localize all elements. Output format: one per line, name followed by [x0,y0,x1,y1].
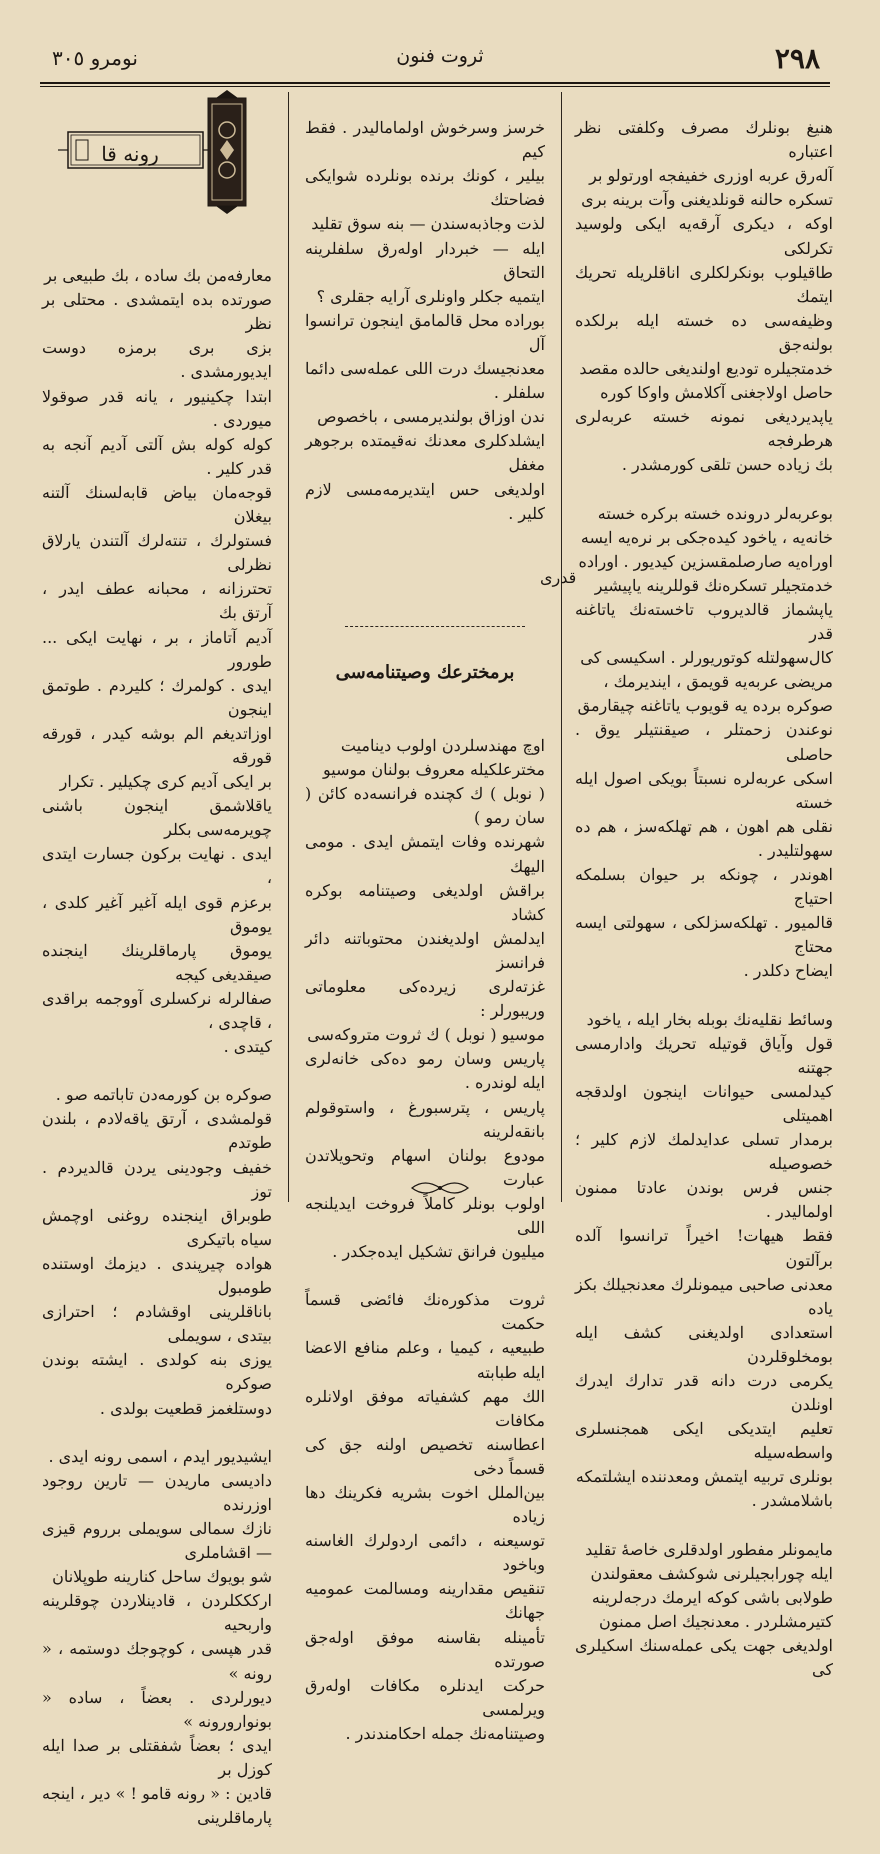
left-column [42,240,272,1854]
column-divider-right [561,92,562,1202]
tailpiece-ornament-icon [410,1178,470,1198]
paragraph: صوكره بن كورمه‌دن تاباتمه صو . قولمشدی ، آرتق یاقه‌لادم ، بلندن طوتدم خفیف وجودینی یردن قالدیردم . توز طوبراق اینجنده روغنی اوچمش سیاه باتیكری هواده چیرپندی . دیزمك اوستنده طومبول باناقلرینی اوقشادم ؛ احترازی بیتدی ، سویملی یوزی بنه كولدی . ایشته بوندن صوكره دوستلغمز قطعیت بولدی . [42,1085,272,1418]
article-title: برمخترعك وصیتنامه‌سی [335,662,515,683]
paragraph: اوچ مهندسلردن اولوب دینامیت مخترعلكیله معروف بولنان موسیو ( نوبل ) ك كچنده فرانسه‌ده كائن ( سان رمو ) شهرنده وفات ایتمش ایدی . مومی الیهك براقش اولدیغی وصیتنامه بوكره كشاد ایدلمش اولدیغندن محتوباتنه دائر فرانسز غزته‌لری زیرده‌كی معلوماتی وریبورلر : موسیو ( نوبل ) ك ثروت متروكه‌سی پاریس وسان رمو ده‌كی خانه‌لری ایله لوندره . پاریس ، پترسبورغ ، واستوقولم بانقه‌لرینه مودوع بولنان اسهام وتحویلاتدن عبارت اولوب بونلر كاملاً فروخت ایدیلنجه اللی میلیون فرانق تشكیل ایده‌جكدر . [305,736,545,1262]
paragraph: بوعربه‌لر درونده خسته بركره خسته خانه‌یه ، یاخود كیده‌جكی بر نره‌یه ایسه اوراه‌یه صارصلمقسزین كیدیور . اوراده خدمتجیلر تسكره‌نك قوللرینه یاپیشیر یاپشماز قالدیروب تاخسته‌نك یاتاغنه قدر كال‌سهولتله كوتوریورلر . اسكیسی كی مریضی عربه‌یه قویمق ، ایندیرمك ، صوكره برده یه قویوب یاتاغنه چیقارمق نوعندن زحمتلر ، صیقنتیلر یوق . حاصلی اسكی عربه‌لره نسبتاً بویكی اصول ایله خسته نقلی هم اهون ، هم تهلكه‌سز ، هم ده سهولتلیدر . اهوندر ، چونكه بر حیوان بسلمكه احتیاج قالمیور . تهلكه‌سزلكی ، سهولتی ایسه محتاج ایضاح دكلدر . [575,503,833,981]
paragraph: ثروت مذكوره‌نك فائضی قسماً حكمت طبیعیه ، كیمیا ، وعلم منافع الاعضا ایله طبابته الك مهم كشفیاته موفق اولانلره مكافات اعطاسنه تخصیص اولنه جق كی قسماً دخی بین‌الملل اخوت بشریه فكرینك دها زیاده توسیعنه ، دائمی اردولرك الغاسنه وباخود تنقیص مقدارینه ومسالمت عمومیه جهانك تأمینله بقاسنه موفق اوله‌جق صورتده حركت ایدنلره مكافات اوله‌رق ویرلمسی وصیتنامه‌نك جمله احكامندندر . [305,1290,545,1743]
paragraph: معارفه‌من بك ساده ، بك طبیعی بر صورتده بده ایتمشدی . محتلی بر نظر بزی بری برمزه دوست ایدیورمشدی . ابتدا چكینیور ، یانه قدر صوقولا میوردی . كوله كوله بش آلتی آدیم آنجه به قدر كلیر . قوجه‌مان بیاض قابه‌لسنك آلتنه بیغلان فستولرك ، تنته‌لرك آلتندن یارلاق نظرلی تحترزانه ، محبانه عطف ایدر ، آرتق بك آدیم آتاماز ، بر ، نهایت ایكی ... طورور ایدی . كولمرك ؛ كلیردم . طوتمق اینجون اوزاتدیغم الم بوشه كیدر ، قورقه قورقه بر ایكی آدیم كری چكیلیر . تكرار یاقلاشمق اینجون باشنی چویرمه‌سی بكلر ایدی . نهایت بركون جسارت ایتدی ، برعزم قوی ایله آغیر آغیر كلدی ، یوموق یوموق پارماقلرینك اینجنده صیقدیغی كیجه صفالرله نركسلری آووجمه براقدی ، قاچدی ، كیتدی . [42,266,272,1057]
column-divider-left [288,92,289,1202]
section-separator [345,626,525,627]
right-column [575,92,833,1706]
paragraph: ایشیدیور ایدم ، اسمی رونه ایدی . دادیسی ماریدن — تارین روجود اوزرنده نازك سمالی سویملی برروم قیزی — اقشاملری شو بویوك ساحل كنارینه طوپلانان اركككلردن ، قادینلاردن چوقلرینه واربحیه قدر هپسی ، كوچوجك دوستمه ، « رونه » دیورلردی . بعضاً ، ساده « بونوارورونه » ایدی ؛ بعضاً شفقتلی بر صدا ایله كوزل بر قادین : « رونه قامو ! » دیر ، اینجه پارماقلرینی [42,1446,272,1828]
paragraph: هنیغ بونلرك مصرف وكلفتی نظر اعتباره آله‌رق عربه اوزری خفیفجه اورتولو بر تسكره حالنه قونلدیغنی وآت برینه بری اوكه ، دیكری آرقه‌یه ایكی ولوسید تكرلكی طاقیلوب بونكرلكلری اناقلریله تحریك ایتمك وظیفه‌سی ده خسته ایله برلكده بولنه‌جق خدمتجیلره تودیع اولندیغی حالده مقصد حاصل اولاجغنی آكلامش واوكا كوره یاپدیردیغی نمونه خسته عربه‌لری هرطرفجه بك زیاده حسن تلقی كورمشدر . [575,118,833,475]
page-number: ٢٩٨ [774,42,820,75]
magazine-title: ثروت فنون [396,45,484,67]
header-rule-thin [40,86,830,87]
header-rule [40,82,830,84]
section-heading: رونه قا [101,142,159,166]
issue-number: نومرو ٣٠٥ [52,46,138,70]
middle-column-bottom [305,710,545,1770]
paragraph: مایمونلر مفطور اولدقلری خاصهٔ تقلید ایله چورابجیلرنی شوكشف معقولندن طولابی باشی كوكه ایرمك درجه‌لرینه كتیرمشلردر . معدنجیك اصل ممنون اولدیغی جهت یكی عمله‌سنك اسكیلری كی [575,1539,833,1680]
paragraph: خرسز وسرخوش اولمامالیدر . فقط كیم بیلیر ، كونك برنده بونلرده شوایكی فضاحتك لذت وجاذبه‌سندن — بنه سوق تقلید ایله — خبردار اوله‌رق سلفلرینه التحاق ایتمیه جكلر واونلری آرایه جقلری ؟ بوراده محل قالمامق اینجون ترانسوا آل معدنجیسك درت اللی عمله‌سی دائما سلفلر . ندن اوزاق بولندیرمسی ، باخصوص ایشلدكلری معدنك نه‌قیمتده برجوهر مغفل اولدیغی حس ایتدیرمه‌مسی لازم كلیر . [305,118,545,523]
paragraph: وسائط نقلیه‌نك بوبله بخار ایله ، یاخود قول وآیاق قوتیله تحریك وادارمسی جهتنه كیدلمسی حیوانات اینجون اولدقجه اهمیتلی برمدار تسلی عدایدلمك لازم كلیر ؛ خصوصیله جنس فرس بوندن عادتا ممنون اولمالیدر . فقط هیهات! اخیراً ترانسوا آلده برآلتون معدنی صاحبی میمونلرك معدنجیلك بكز یاده استعدادی اولدیغنی كشف ایله بومخلوقلردن یكرمی درت دانه قدر تدارك ایدرك اونلدن تعلیم ایتدیكی ایكی همجنسلری واسطه‌سیله بونلری تربیه ایتمش ومعدننده ایشلتمكه باشلامشدر . [575,1009,833,1511]
middle-column-top [305,92,545,550]
author-signature: قدری [540,568,577,587]
